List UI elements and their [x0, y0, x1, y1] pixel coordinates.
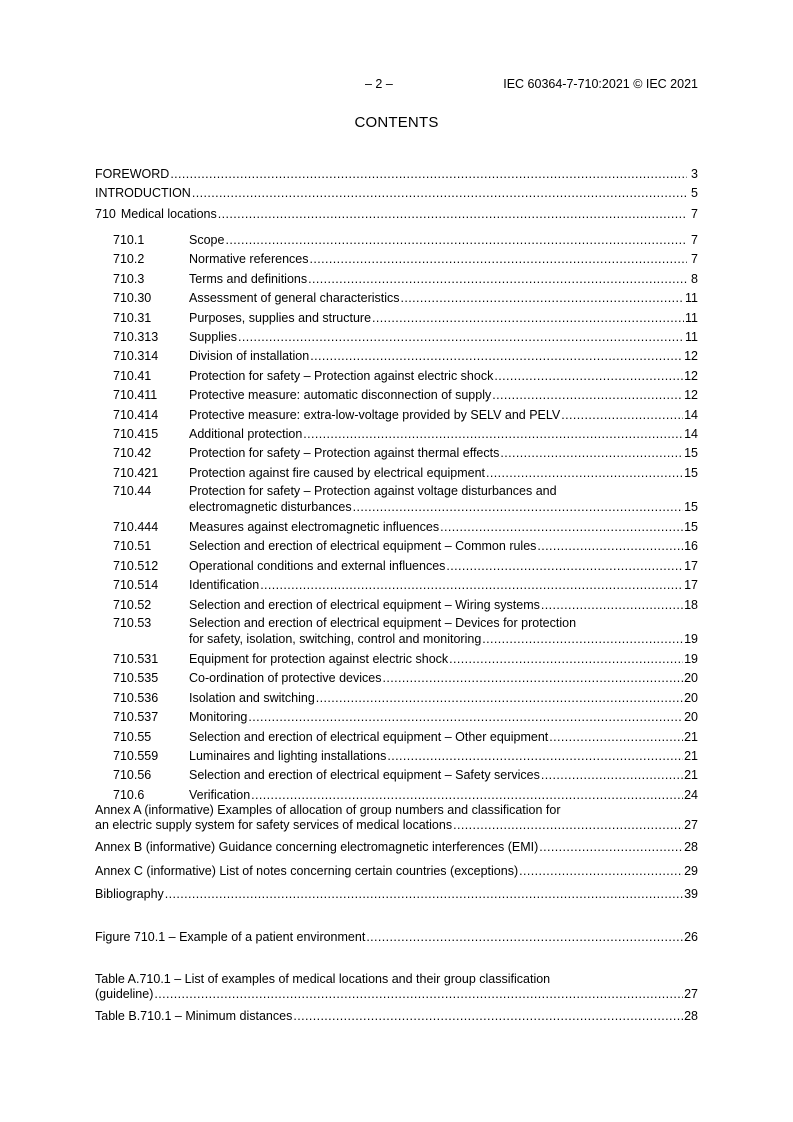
toc-entry-page: 11 — [685, 329, 698, 344]
toc-subsection-entry[interactable] — [95, 232, 698, 251]
toc-entry-title: Selection and erection of electrical equipment – Other equipment — [189, 729, 549, 744]
toc-entry-page: 18 — [684, 597, 698, 612]
toc-subsection-entry[interactable] — [95, 558, 698, 577]
toc-entry-title: Verification — [189, 787, 251, 802]
toc-subsection-entry[interactable] — [95, 465, 698, 484]
toc-entry-title: Selection and erection of electrical equipment – Common rules — [189, 539, 537, 554]
toc-entry-page: 12 — [684, 388, 698, 403]
toc-entry-title: Figure 710.1 – Example of a patient environment — [95, 930, 366, 944]
toc-subsections — [95, 232, 698, 806]
toc-entry-page: 7 — [691, 252, 698, 267]
toc-entry-page: 21 — [684, 729, 698, 744]
toc-entry-title: Protective measure: extra-low-voltage provided by SELV and PELV — [189, 407, 561, 422]
toc-entry-table[interactable] — [95, 972, 698, 1002]
toc-subsection-entry[interactable] — [95, 368, 698, 387]
toc-entry-page: 12 — [684, 368, 698, 383]
toc-entry-title: Luminaires and lighting installations — [189, 748, 387, 763]
toc-entry-title: INTRODUCTION — [95, 186, 191, 201]
toc-entry-number: 710.531 — [113, 652, 159, 667]
toc-entry-number: 710.52 — [113, 597, 152, 612]
toc-entry-page: 15 — [684, 520, 698, 535]
toc-entry-table[interactable] — [95, 1008, 698, 1027]
toc-subsection-entry[interactable] — [95, 729, 698, 748]
toc-entry-title: an electric supply system for safety services of medical locations — [95, 818, 453, 832]
toc-entry-page: 39 — [684, 887, 698, 901]
toc-entry-number: 710.514 — [113, 578, 159, 593]
toc-entry-number: 710.55 — [113, 729, 152, 744]
toc-entry-title: Medical locations — [120, 207, 217, 222]
toc-subsection-entry[interactable] — [95, 670, 698, 689]
toc-entry-page: 3 — [691, 167, 698, 181]
toc-subsection-entry[interactable] — [95, 519, 698, 538]
toc-entry-title: Assessment of general characteristics — [189, 291, 400, 306]
toc-entry-medical-locations[interactable] — [95, 206, 698, 227]
toc-entry-title: Normative references — [189, 252, 309, 267]
toc-entry-page: 24 — [684, 787, 698, 802]
toc-entry-page: 11 — [685, 291, 698, 306]
toc-entry-number: 710.53 — [113, 616, 152, 631]
toc-subsection-entry[interactable] — [95, 616, 698, 647]
toc-entry-page: 7 — [691, 207, 698, 222]
toc-subsection-entry[interactable] — [95, 709, 698, 728]
toc-entry-number: 710.42 — [113, 446, 152, 461]
toc-subsection-entry[interactable] — [95, 290, 698, 309]
toc-entry-foreword[interactable] — [95, 166, 698, 185]
toc-entry-title: Annex C (informative) List of notes concerning certain countries (exceptions) — [95, 863, 519, 878]
toc-entry-number: 710.6 — [113, 787, 145, 802]
toc-entry-number: 710.414 — [113, 407, 159, 422]
toc-annex-entry[interactable] — [95, 803, 698, 833]
toc-entry-title: Selection and erection of electrical equipment – Safety services — [189, 768, 540, 783]
toc-entry-number: 710.41 — [113, 368, 152, 383]
toc-entry-number: 710.1 — [113, 233, 145, 247]
toc-entry-title-line1: Protection for safety – Protection against voltage disturbances and — [189, 484, 557, 499]
toc-entry-page: 17 — [684, 558, 698, 573]
toc-entry-page: 15 — [684, 499, 698, 514]
toc-entry-number: 710.31 — [113, 310, 152, 325]
toc-entry-introduction[interactable] — [95, 185, 698, 206]
page-header — [95, 77, 698, 93]
toc-entry-title: Operational conditions and external influences — [189, 558, 446, 573]
toc-entry-page: 19 — [684, 631, 698, 646]
toc-entry-figure[interactable] — [95, 929, 698, 948]
toc-entry-title: Protective measure: automatic disconnection of supply — [189, 388, 492, 403]
toc-entry-page: 11 — [685, 310, 698, 325]
toc-entry-page: 27 — [684, 818, 698, 832]
toc-subsection-entry[interactable] — [95, 445, 698, 464]
toc-entry-number: 710.512 — [113, 558, 159, 573]
toc-entry-title: Bibliography — [95, 887, 164, 901]
toc-entry-page: 28 — [684, 1009, 698, 1023]
toc-entry-page: 20 — [684, 710, 698, 725]
toc-entry-title: Selection and erection of electrical equipment – Wiring systems — [189, 597, 540, 612]
toc-entry-number: 710.415 — [113, 426, 159, 441]
toc-entry-page: 21 — [684, 768, 698, 783]
toc-entry-page: 20 — [684, 671, 698, 686]
toc-entry-number: 710.559 — [113, 748, 159, 763]
toc-entry-title-line1: Table A.710.1 – List of examples of medical locations and their group classification — [95, 972, 551, 986]
toc-entry-title: Division of installation — [189, 349, 310, 364]
toc-subsection-entry[interactable] — [95, 426, 698, 445]
toc-entry-page: 20 — [684, 690, 698, 705]
toc-entry-number: 710.3 — [113, 271, 145, 286]
toc-subsection-entry[interactable] — [95, 577, 698, 596]
toc-entry-title-line1: Annex A (informative) Examples of allocation of group numbers and classification for — [95, 803, 561, 817]
toc-annexes — [95, 803, 698, 910]
toc-entry-page: 14 — [684, 426, 698, 441]
page-number: – 2 – — [365, 77, 393, 91]
toc-subsection-entry[interactable] — [95, 348, 698, 367]
toc-entry-title: Isolation and switching — [189, 690, 315, 705]
toc-entry-title: Protection for safety – Protection against electric shock — [189, 368, 494, 383]
toc-annex-entry[interactable] — [95, 886, 698, 910]
toc-entry-page: 29 — [684, 863, 698, 878]
toc-subsection-entry[interactable] — [95, 597, 698, 616]
toc-entry-page: 15 — [684, 446, 698, 461]
toc-entry-title: for safety, isolation, switching, control and monitoring — [189, 631, 482, 646]
toc-subsection-entry[interactable] — [95, 251, 698, 270]
toc-annex-entry[interactable] — [95, 839, 698, 863]
toc-entry-page: 5 — [691, 186, 698, 201]
toc-subsection-entry[interactable] — [95, 767, 698, 786]
toc-entry-number: 710.537 — [113, 710, 159, 725]
toc-entry-page: 7 — [691, 233, 698, 247]
toc-entry-title: Table B.710.1 – Minimum distances — [95, 1009, 293, 1023]
toc-entry-page: 26 — [684, 930, 698, 944]
toc-entry-number: 710.411 — [113, 388, 158, 403]
toc-entry-number: 710.535 — [113, 671, 159, 686]
toc-entry-title: Protection against fire caused by electrical equipment — [189, 465, 485, 480]
toc-entry-number: 710.536 — [113, 690, 159, 705]
toc-entry-title: Equipment for protection against electric shock — [189, 652, 449, 667]
toc-entry-number: 710 — [95, 207, 116, 222]
toc-entry-page: 16 — [684, 539, 698, 554]
toc-entry-title: Identification — [189, 578, 260, 593]
toc-entry-page: 27 — [684, 987, 698, 1001]
toc-subsection-entry[interactable] — [95, 484, 698, 515]
toc-subsection-entry[interactable] — [95, 310, 698, 329]
toc-entry-number: 710.314 — [113, 349, 159, 364]
toc-subsection-entry[interactable] — [95, 690, 698, 709]
toc-entry-number: 710.51 — [113, 539, 152, 554]
toc-entry-title: Co-ordination of protective devices — [189, 671, 382, 686]
contents-title: CONTENTS — [354, 114, 439, 131]
toc-entry-title: Annex B (informative) Guidance concerning electromagnetic interferences (EMI) — [95, 840, 539, 854]
toc-entry-number: 710.30 — [113, 291, 152, 306]
toc-entry-page: 12 — [684, 349, 698, 364]
toc-entry-title: Measures against electromagnetic influences — [189, 520, 440, 535]
toc-entry-title: (guideline) — [95, 987, 154, 1001]
toc-subsection-entry[interactable] — [95, 538, 698, 557]
toc-entry-number: 710.44 — [113, 484, 152, 499]
toc-entry-number: 710.421 — [113, 465, 159, 480]
toc-entry-title: electromagnetic disturbances — [189, 499, 352, 514]
toc-entry-title: Protection for safety – Protection against thermal effects — [189, 446, 500, 461]
toc-entry-page: 14 — [684, 407, 698, 422]
toc-entry-number: 710.2 — [113, 252, 145, 267]
document-identifier: IEC 60364-7-710:2021 © IEC 2021 — [503, 77, 698, 91]
toc-entry-title-line1: Selection and erection of electrical equipment – Devices for protection — [189, 616, 577, 631]
toc-entry-page: 19 — [684, 652, 698, 667]
toc-entry-title: Terms and definitions — [189, 271, 308, 286]
toc-subsection-entry[interactable] — [95, 387, 698, 406]
toc-entry-title: Scope — [189, 233, 225, 247]
toc-entry-page: 21 — [684, 748, 698, 763]
toc-figures — [95, 929, 698, 948]
toc-top-level — [95, 166, 698, 227]
toc-entry-number: 710.313 — [113, 329, 159, 344]
toc-entry-title: Additional protection — [189, 426, 303, 441]
toc-entry-title: FOREWORD — [95, 167, 170, 181]
toc-entry-title: Supplies — [189, 329, 237, 344]
toc-tables — [95, 972, 698, 1027]
toc-subsection-entry[interactable] — [95, 748, 698, 767]
toc-subsection-entry[interactable] — [95, 651, 698, 670]
toc-entry-title: Purposes, supplies and structure — [189, 310, 372, 325]
toc-entry-title: Monitoring — [189, 710, 248, 725]
toc-subsection-entry[interactable] — [95, 407, 698, 426]
toc-entry-number: 710.56 — [113, 768, 152, 783]
toc-subsection-entry[interactable] — [95, 329, 698, 348]
toc-subsection-entry[interactable] — [95, 271, 698, 290]
toc-annex-entry[interactable] — [95, 863, 698, 887]
toc-entry-number: 710.444 — [113, 520, 159, 535]
toc-entry-page: 17 — [684, 578, 698, 593]
toc-entry-page: 15 — [684, 465, 698, 480]
toc-entry-page: 8 — [691, 271, 698, 286]
toc-entry-page: 28 — [684, 840, 698, 854]
